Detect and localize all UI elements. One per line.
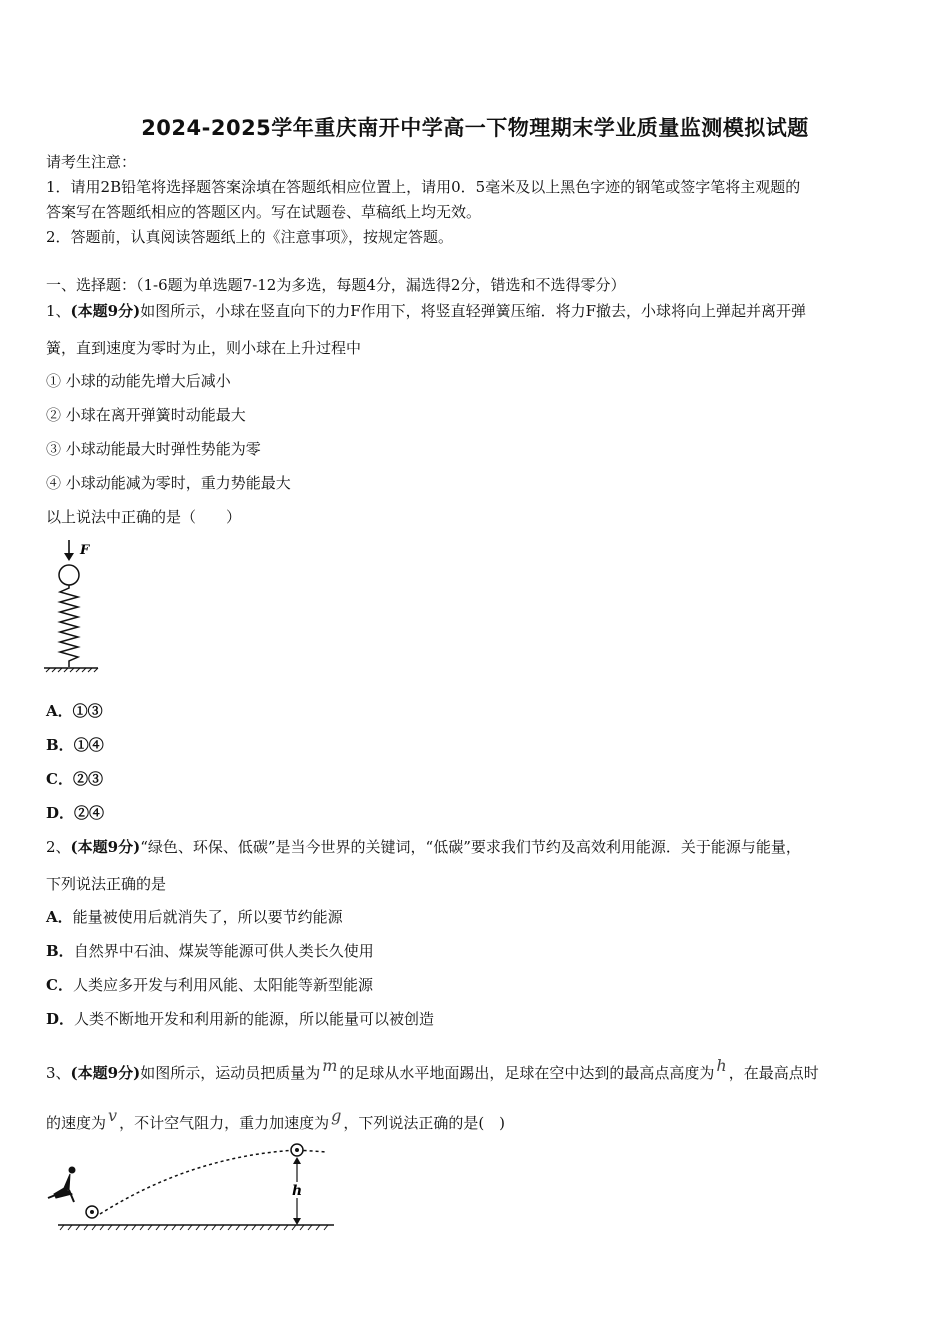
q3-stem-line-2 xyxy=(46,1106,505,1133)
exam-title: 2024-2025学年重庆南开中学高一下物理期末学业质量监测模拟试题 xyxy=(141,116,809,140)
q1-statement-2: ② 小球在离开弹簧时动能最大 xyxy=(46,406,246,424)
player-figure xyxy=(48,1167,75,1202)
option-text: ①③ xyxy=(72,702,103,720)
option-text: 人类不断地开发和利用新的能源，所以能量可以被创造 xyxy=(74,1010,435,1028)
section-1-heading: 一、选择题：（1-6题为单选题7-12为多选，每题4分，漏选得2分，错选和不选得零分） xyxy=(46,276,626,294)
option-text: 人类应多开发与利用风能、太阳能等新型能源 xyxy=(72,976,373,994)
option-key: A． xyxy=(46,702,73,720)
option-text: 能量被使用后就消失了，所以要节约能源 xyxy=(72,908,343,926)
q3-stem-text: 如图所示，运动员把质量为 xyxy=(140,1064,321,1082)
notice-item-1-line-1: 1．请用2B铅笔将选择题答案涂填在答题纸相应位置上，请用0．5毫米及以上黑色字迹的钢笔或签字笔将主观题的 xyxy=(46,178,801,196)
option-key: C． xyxy=(46,770,73,788)
q1-statement-1: ① 小球的动能先增大后减小 xyxy=(46,372,231,390)
q1-stem-text: 如图所示，小球在竖直向下的力F作用下，将竖直轻弹簧压缩．将力F撤去，小球将向上弹起并离开弹 xyxy=(140,302,807,320)
q2-option-d xyxy=(46,1009,434,1029)
q3-stem-text: ，下列说法正确的是( ) xyxy=(343,1114,506,1132)
notice-item-1-line-2: 答案写在答题纸相应的答题区内。写在试题卷、草稿纸上均无效。 xyxy=(46,203,482,221)
q3-stem-text: ，在最高点时 xyxy=(728,1064,819,1082)
q2-option-a xyxy=(46,907,343,927)
option-key: A． xyxy=(46,908,73,926)
q3-stem-text: ，不计空气阻力，重力加速度为 xyxy=(119,1114,330,1132)
q1-ask: 以上说法中正确的是（ ） xyxy=(46,508,242,526)
force-arrow-head xyxy=(64,553,74,561)
var-h: h xyxy=(716,1056,727,1075)
force-label: F xyxy=(80,543,90,558)
ball xyxy=(59,565,79,585)
q3-stem-text: 的速度为 xyxy=(46,1114,107,1132)
q1-statement-4: ④ 小球动能减为零时，重力势能最大 xyxy=(46,474,291,492)
q3-number: 3、 xyxy=(46,1064,71,1082)
var-v: v xyxy=(108,1106,118,1125)
q1-statement-3: ③ 小球动能最大时弹性势能为零 xyxy=(46,440,261,458)
notice-heading: 请考生注意： xyxy=(46,153,137,171)
q3-score: (本题9分) xyxy=(70,1064,141,1082)
q3-football-figure xyxy=(42,1136,342,1236)
q1-spring-figure xyxy=(40,538,110,676)
q3-stem-line-1 xyxy=(46,1056,819,1083)
q1-option-c xyxy=(46,769,103,789)
option-text: ②③ xyxy=(72,770,103,788)
option-text: ①④ xyxy=(73,736,104,754)
notice-item-2: 2．答题前，认真阅读答题纸上的《注意事项》，按规定答题。 xyxy=(46,228,454,246)
height-label: h xyxy=(292,1183,303,1199)
q2-score: (本题9分) xyxy=(70,838,141,856)
q1-stem-line-1 xyxy=(46,301,806,321)
option-key: D． xyxy=(46,804,75,822)
q2-option-c xyxy=(46,975,373,995)
var-m: m xyxy=(322,1056,338,1075)
q2-option-b xyxy=(46,941,374,961)
q3-stem-text: 的足球从水平地面踢出，足球在空中达到的最高点高度为 xyxy=(339,1064,715,1082)
q1-option-a xyxy=(46,701,103,721)
var-g: g xyxy=(331,1106,342,1125)
option-key: D． xyxy=(46,1010,75,1028)
q2-stem-text: “绿色、环保、低碳”是当今世界的关键词，“低碳”要求我们节约及高效利用能源．关于能源与能量， xyxy=(140,838,801,856)
q1-option-b xyxy=(46,735,104,755)
option-text: ②④ xyxy=(74,804,105,822)
q1-number: 1、 xyxy=(46,302,71,320)
q1-score: (本题9分) xyxy=(70,302,141,320)
option-key: B． xyxy=(46,736,74,754)
q2-number: 2、 xyxy=(46,838,71,856)
spring xyxy=(60,585,78,667)
option-text: 自然界中石油、煤炭等能源可供人类长久使用 xyxy=(73,942,374,960)
option-key: C． xyxy=(46,976,73,994)
q2-stem-line-2: 下列说法正确的是 xyxy=(46,875,167,893)
option-key: B． xyxy=(46,942,74,960)
q1-option-d xyxy=(46,803,104,823)
q2-stem-line-1 xyxy=(46,837,801,857)
q1-stem-line-2: 簧，直到速度为零时为止，则小球在上升过程中 xyxy=(46,339,362,357)
